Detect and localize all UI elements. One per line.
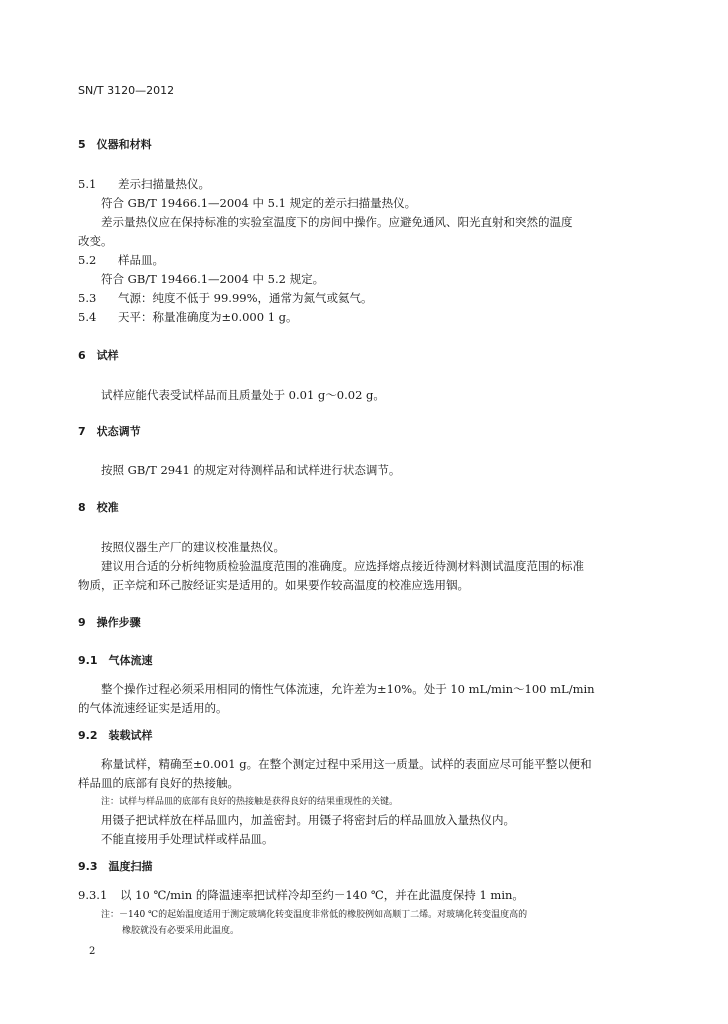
- section-8-para-1: 按照仪器生产厂的建议校准量热仪。: [101, 540, 285, 554]
- clause-5-4-text: 天平：称量准确度为±0.000 1 g。: [118, 310, 298, 324]
- section-9-heading: 9 操作步骤: [78, 616, 141, 629]
- section-9-2-para-3: 用镊子把试样放在样品皿内，加盖密封。用镊子将密封后的样品皿放入量热仪内。: [101, 813, 515, 827]
- clause-5-1-para-a: 符合 GB/T 19466.1—2004 中 5.1 规定的差示扫描量热仪。: [101, 196, 417, 210]
- clause-5-2-para-a: 符合 GB/T 19466.1—2004 中 5.2 规定。: [101, 272, 325, 286]
- clause-5-1-para-b1: 差示量热仪应在保持标准的实验室温度下的房间中操作。应避免通风、阳光直射和突然的温度: [101, 215, 573, 229]
- section-7-para: 按照 GB/T 2941 的规定对待测样品和试样进行状态调节。: [101, 463, 401, 477]
- section-9-2-para-2: 样品皿的底部有良好的热接触。: [78, 776, 239, 790]
- clause-5-1-para-b2: 改变。: [78, 234, 113, 248]
- clause-9-3-1-note-line-2: 橡胶就没有必要采用此温度。: [122, 926, 240, 936]
- section-9-2-heading: 9.2 装载试样: [78, 729, 153, 742]
- page-number: 2: [89, 946, 96, 957]
- section-9-1-para-1: 整个操作过程必须采用相同的惰性气体流速，允许差为±10%。处于 10 mL/min～100 mL/min: [101, 682, 595, 696]
- clause-9-3-1-number: 9.3.1: [78, 888, 108, 902]
- clause-5-2-text: 样品皿。: [118, 253, 164, 267]
- section-9-2-note: 注：试样与样品皿的底部有良好的热接触是获得良好的结果重现性的关键。: [101, 797, 399, 807]
- section-6-heading: 6 试样: [78, 349, 119, 362]
- clause-5-3-number: 5.3: [78, 291, 97, 305]
- section-8-para-2b: 物质，正辛烷和环己胺经证实是适用的。如果要作较高温度的校准应选用铟。: [78, 578, 469, 592]
- section-9-3-heading: 9.3 温度扫描: [78, 860, 153, 873]
- standard-code: SN/T 3120—2012: [78, 84, 175, 97]
- clause-5-3-text: 气源：纯度不低于 99.99%，通常为氮气或氦气。: [118, 291, 373, 305]
- section-9-1-heading: 9.1 气体流速: [78, 654, 153, 667]
- clause-5-1-number: 5.1: [78, 177, 97, 191]
- clause-9-3-1-note-line-1: 注：－140 ℃的起始温度适用于测定玻璃化转变温度非常低的橡胶例如高顺丁二烯。对玻璃化转变温度高的: [101, 910, 528, 920]
- section-8-para-2a: 建议用合适的分析纯物质检验温度范围的准确度。应选择熔点接近待测材料测试温度范围的标准: [101, 559, 584, 573]
- section-8-heading: 8 校准: [78, 501, 119, 514]
- clause-5-4-number: 5.4: [78, 310, 97, 324]
- clause-5-1-text: 差示扫描量热仪。: [118, 177, 210, 191]
- section-6-para: 试样应能代表受试样品而且质量处于 0.01 g～0.02 g。: [101, 388, 385, 402]
- section-5-heading: 5 仪器和材料: [78, 138, 152, 151]
- section-7-heading: 7 状态调节: [78, 425, 141, 438]
- section-9-1-para-2: 的气体流速经证实是适用的。: [78, 701, 228, 715]
- section-9-2-para-4: 不能直接用手处理试样或样品皿。: [101, 832, 274, 846]
- section-9-2-para-1: 称量试样，精确至±0.001 g。在整个测定过程中采用这一质量。试样的表面应尽可能平整以便和: [101, 757, 592, 771]
- clause-9-3-1-text: 以 10 ℃/min 的降温速率把试样冷却至约－140 ℃，并在此温度保持 1 min。: [120, 888, 524, 902]
- clause-5-2-number: 5.2: [78, 253, 97, 267]
